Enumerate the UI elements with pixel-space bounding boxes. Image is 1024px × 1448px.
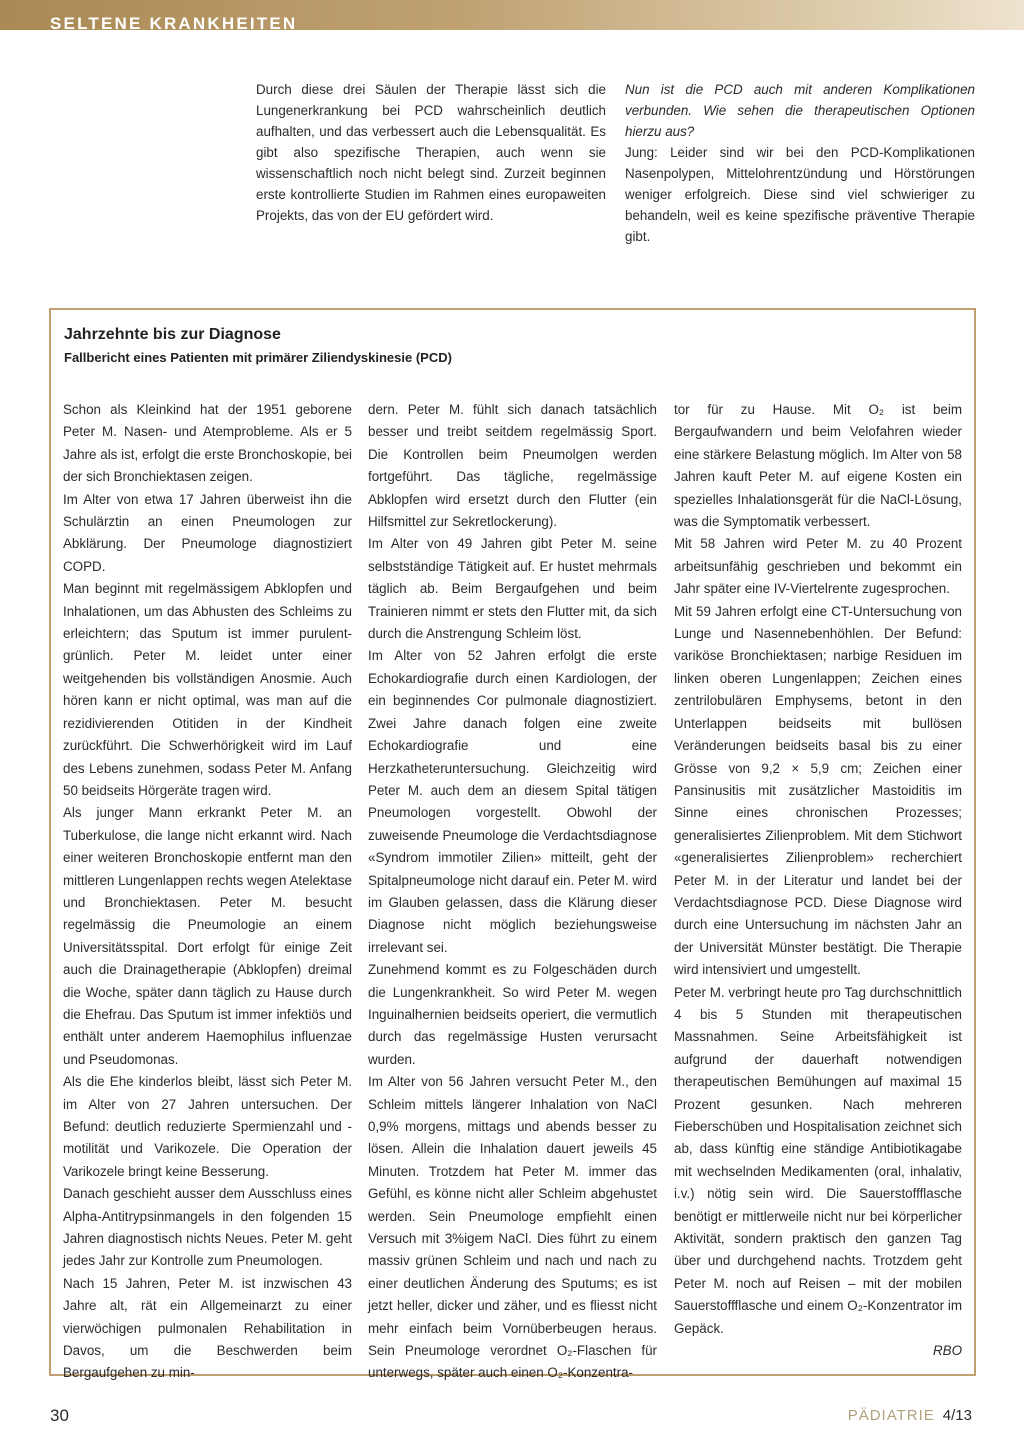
intro-paragraph: Durch diese drei Säulen der Therapie lässt sich die Lungenerkrankung bei PCD wahrscheinlich deutlich aufhalten, und das verbessert auch die Lebensqualität. Es gibt also spezifische Therapien, auch wenn sie wissenschaftlich noch nicht belegt sind. Zurzeit beginnen erste kontrollierte Studien im Rahmen eines europaweiten Projekts, das von der EU gefördert wird. — [256, 82, 606, 223]
intro-left-column — [256, 79, 606, 226]
case-paragraph: Als die Ehe kinderlos bleibt, lässt sich Peter M. im Alter von 27 Jahren untersuchen. Der Befund: deutlich reduzierte Spermienzahl und -motilität und Varikozele. Die Operation der Varikozele bringt keine Besserung. — [63, 1074, 352, 1179]
case-paragraph: Im Alter von 49 Jahren gibt Peter M. seine selbstständige Tätigkeit auf. Er hustet mehrmals täglich ab. Beim Bergaufgehen und beim Trainieren nimmt er stets den Flutter mit, da sich durch die Anstrengung Schleim löst. — [368, 536, 657, 642]
answer-speaker: Jung: — [625, 145, 658, 160]
case-paragraph: Mit 58 Jahren wird Peter M. zu 40 Prozent arbeitsunfähig geschrieben und bekommt ein Jahr später eine IV-Viertelrente zugesprochen. — [674, 536, 962, 597]
intro-right-column — [625, 79, 975, 247]
case-report-column-3 — [674, 399, 962, 1362]
interview-question: Nun ist die PCD auch mit anderen Komplikationen verbunden. Wie sehen die therapeutischen Optionen hierzu aus? — [625, 82, 975, 139]
case-paragraph: Im Alter von 52 Jahren erfolgt die erste Echokardiografie durch einen Kardiologen, der ein beginnendes Cor pulmonale diagnostiziert. Zwei Jahre danach folgen eine zweite Echokardiografie und eine Herzkatheteruntersuchung. Gleichzeitig wird Peter M. auch dem an diesem Spital tätigen Pneumologen vorgestellt. Obwohl der zuweisende Pneumologe die Verdachtsdiagnose «Syndrom immotiler Zilien» mitteilt, geht der Spitalpneumologe nicht darauf ein. Peter M. wird im Glauben gelassen, dass die Klärung dieser Diagnose nicht möglich beziehungsweise irrelevant sei. — [368, 648, 657, 955]
journal-footer — [848, 1407, 972, 1424]
case-paragraph: Im Alter von 56 Jahren versucht Peter M., den Schleim mittels längerer Inhalation von NaCl 0,9% morgens, mittags und abends besser zu lösen. Allein die Inhalation dauert jeweils 45 Minuten. Trotzdem hat Peter M. immer das Gefühl, es könne nicht aller Schleim abgehustet werden. Sein Pneumologe empfiehlt einen Versuch mit 3%igem NaCl. Dies führt zu einem massiv grünen Schleim und nach und nach zu einer deutlichen Änderung des Sputums; es ist jetzt heller, dicker und zäher, und es fliesst nicht mehr einfach beim Vornüberbeugen heraus. Sein Pneumologe verordnet O₂-Flaschen für unterwegs, später auch einen O₂-Konzentra- — [368, 1074, 657, 1381]
interview-answer — [625, 142, 975, 247]
case-paragraph: Peter M. verbringt heute pro Tag durchschnittlich 4 bis 5 Stunden mit therapeutischen Massnahmen. Seine Arbeitsfähigkeit ist aufgrund der dauerhaft notwendigen therapeutischen Bemühungen auf maximal 15 Prozent gesunken. Nach mehreren Fieberschüben und Hospitalisation zeichnet sich ab, dass künftig eine ständige Antibiotikagabe mit wechselnden Medikamenten (oral, inhalativ, i.v.) nötig sein wird. Die Sauerstoffflasche benötigt er mittlerweile nicht nur bei körperlicher Aktivität, sondern praktisch den ganzen Tag über und durchgehend nachts. Trotzdem geht Peter M. noch auf Reisen – mit der mobilen Sauerstoffflasche und einem O₂-Konzentrator im Gepäck. — [674, 984, 962, 1336]
case-paragraph: Als junger Mann erkrankt Peter M. an Tuberkulose, die lange nicht erkannt wird. Nach einer weiteren Bronchoskopie entfernt man den mittleren Lungenlappen rechts wegen Atelektase und Bronchiektasen. Peter M. besucht regelmässig die Pneumologie an einem Universitätsspital. Dort erfolgt für einige Zeit auch die Drainagetherapie (Abklopfen) dreimal die Woche, später dann täglich zu Hause durch die Ehefrau. Das Sputum ist immer infektiös und enthält unter anderem Haemophilus influenzae und Pseudomonas. — [63, 805, 352, 1067]
case-paragraph: tor für zu Hause. Mit O₂ ist beim Bergaufwandern und beim Velofahren wieder eine stärkere Belastung möglich. Im Alter von 58 Jahren kauft Peter M. auf eigene Kosten ein spezielles Inhalationsgerät für die NaCl-Lösung, was die Symptomatik verbessert. — [674, 402, 962, 530]
case-report-title: Jahrzehnte bis zur Diagnose — [64, 326, 281, 343]
page-number: 30 — [50, 1406, 69, 1425]
case-report-column-2 — [368, 399, 657, 1385]
case-report-subtitle: Fallbericht eines Patienten mit primärer Ziliendyskinesie (PCD) — [64, 350, 452, 365]
case-paragraph: dern. Peter M. fühlt sich danach tatsächlich besser und treibt seitdem regelmässig Sport. Die Kontrollen beim Pneumolgen werden fortgeführt. Das tägliche, regelmässige Abklopfen wird ersetzt durch den Flutter (ein Hilfsmittel zur Sekretlockerung). — [368, 402, 657, 530]
case-paragraph: Nach 15 Jahren, Peter M. ist inzwischen 43 Jahre alt, rät ein Allgemeinarzt zu einer vierwöchigen pulmonalen Rehabilitation in Davos, um die Beschwerden beim Bergaufgehen zu min- — [63, 1275, 352, 1381]
case-paragraph: Danach geschieht ausser dem Ausschluss eines Alpha-Antitrypsinmangels in den folgenden 15 Jahren diagnostisch nichts Neues. Peter M. geht jedes Jahr zur Kontrolle zum Pneumologen. — [63, 1186, 352, 1269]
issue-number: 4/13 — [942, 1407, 972, 1424]
section-header-band — [0, 0, 1024, 30]
case-paragraph: Man beginnt mit regelmässigem Abklopfen und Inhalationen, um das Abhusten des Schleims zu erleichtern; das Sputum ist immer purulent-grünlich. Peter M. leidet unter einer weitgehenden bis vollständigen Anosmie. Auch hören kann er nicht optimal, was man auf die rezidivierenden Otitiden in der Kindheit zurückführt. Die Schwerhörigkeit wird im Lauf des Lebens zunehmen, sodass Peter M. Anfang 50 beidseits Hörgeräte tragen wird. — [63, 581, 352, 798]
journal-name: PÄDIATRIE — [847, 1407, 935, 1424]
case-paragraph: Mit 59 Jahren erfolgt eine CT-Untersuchung von Lunge und Nasennebenhöhlen. Der Befund: variköse Bronchiektasen; narbige Residuen im linken oberen Lungenlappen; Zeichen eines zentrilobulären Emphysems, betont in den Unterlappen beidseits mit bullösen Veränderungen beidseits basal bis zu einer Grösse von 9,2 × 5,9 cm; Zeichen einer Pansinusitis mit zusätzlicher Mastoiditis im Sinne eines chronischen Prozesses; generalisiertes Zilienproblem. Mit dem Stichwort «generalisiertes Zilienproblem» recherchiert Peter M. in der Literatur und landet bei der Verdachtsdiagnose PCD. Diese Diagnose wird durch eine Untersuchung im nächsten Jahr an der Universität Münster bestätigt. Die Therapie wird intensiviert und umgestellt. — [674, 603, 962, 978]
case-paragraph: Zunehmend kommt es zu Folgeschäden durch die Lungenkrankheit. So wird Peter M. wegen Inguinalhernien beidseits operiert, die vermutlich durch das regelmässige Husten verursacht wurden. — [368, 962, 657, 1067]
case-paragraph: Im Alter von etwa 17 Jahren überweist ihn die Schulärztin an einen Pneumologen zur Abklärung. Der Pneumologe diagnostiziert COPD. — [63, 491, 352, 574]
answer-text: Leider sind wir bei den PCD-Komplikationen Nasenpolypen, Mittelohrentzündung und Hörstörungen weniger erfolgreich. Diese sind viel schwieriger zu behandeln, weil es keine spezifische präventive Therapie gibt. — [625, 145, 975, 244]
section-title: SELTENE KRANKHEITEN — [50, 14, 298, 30]
case-paragraph: Schon als Kleinkind hat der 1951 geborene Peter M. Nasen- und Atemprobleme. Als er 5 Jahre als ist, erfolgt die erste Bronchoskopie, bei der sich Bronchiektasen zeigen. — [63, 402, 352, 485]
author-signature: RBO — [932, 1343, 962, 1359]
case-report-column-1 — [63, 399, 352, 1385]
